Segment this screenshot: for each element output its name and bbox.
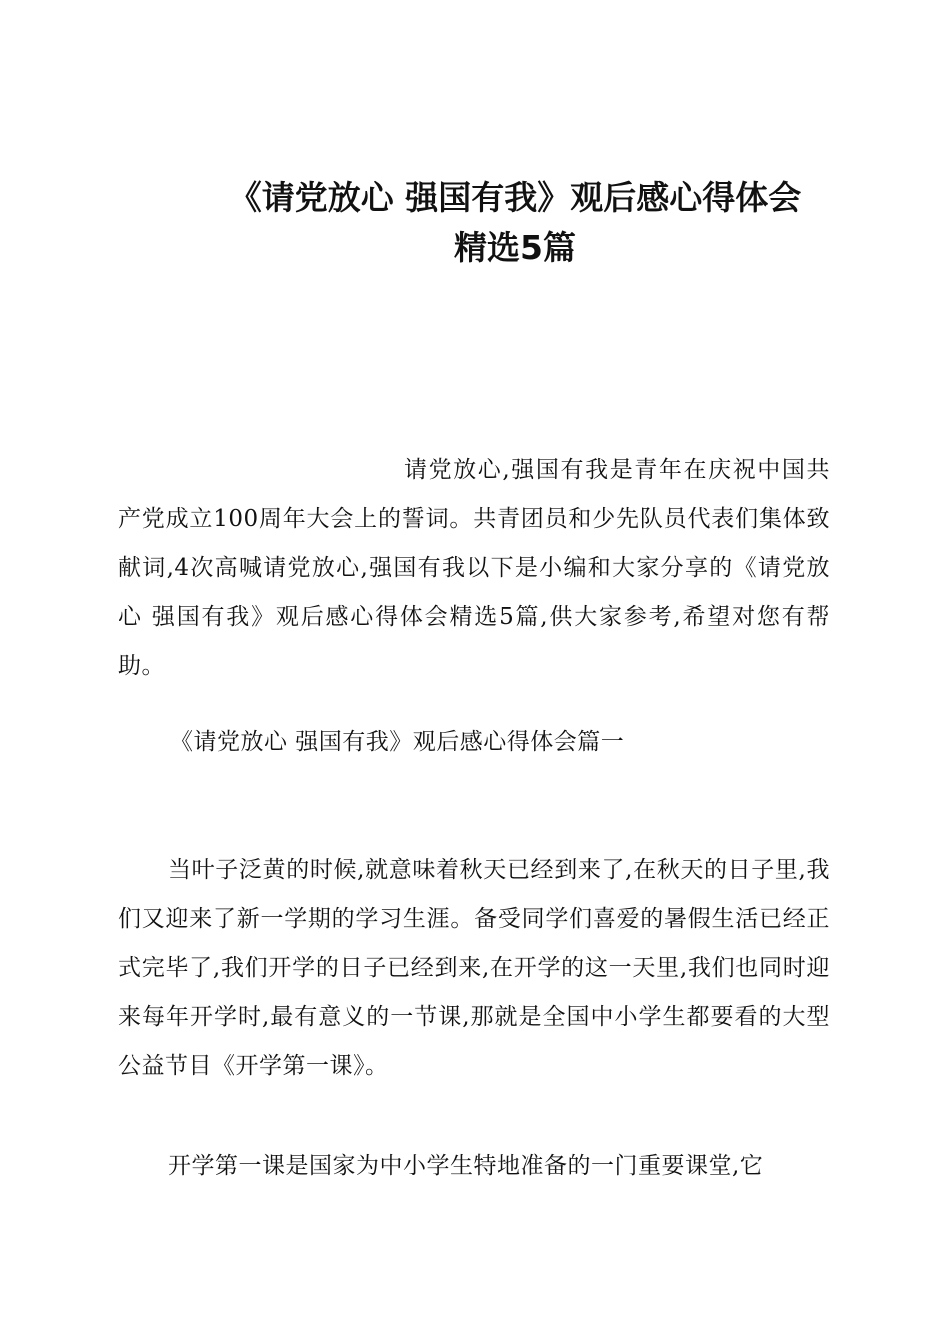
document-title (150, 173, 880, 273)
title-line-1: 《请党放心 强国有我》观后感心得体会 (228, 178, 802, 217)
title-line-2: 精选5篇 (454, 228, 576, 267)
section-1-paragraph-1: 当叶子泛黄的时候,就意味着秋天已经到来了,在秋天的日子里,我们又迎来了新一学期的学习生涯。备受同学们喜爱的暑假生活已经正式完毕了,我们开学的日子已经到来,在开学的这一天里,我们也同时迎来每年开学时,最有意义的一节课,那就是全国中小学生都要看的大型公益节目《开学第一课》。 (118, 857, 830, 1079)
section-1-paragraph-2: 开学第一课是国家为中小学生特地准备的一门重要课堂,它 (168, 1153, 764, 1179)
section-heading-1: 《请党放心 强国有我》观后感心得体会篇一 (170, 729, 625, 755)
intro-paragraph: 请党放心,强国有我是青年在庆祝中国共产党成立100周年大会上的誓词。共青团员和少先队员代表们集体致献词,4次高喊请党放心,强国有我以下是小编和大家分享的《请党放心 强国有我》观后感心得体会精选5篇,供大家参考,希望对您有帮助。 (118, 457, 830, 679)
